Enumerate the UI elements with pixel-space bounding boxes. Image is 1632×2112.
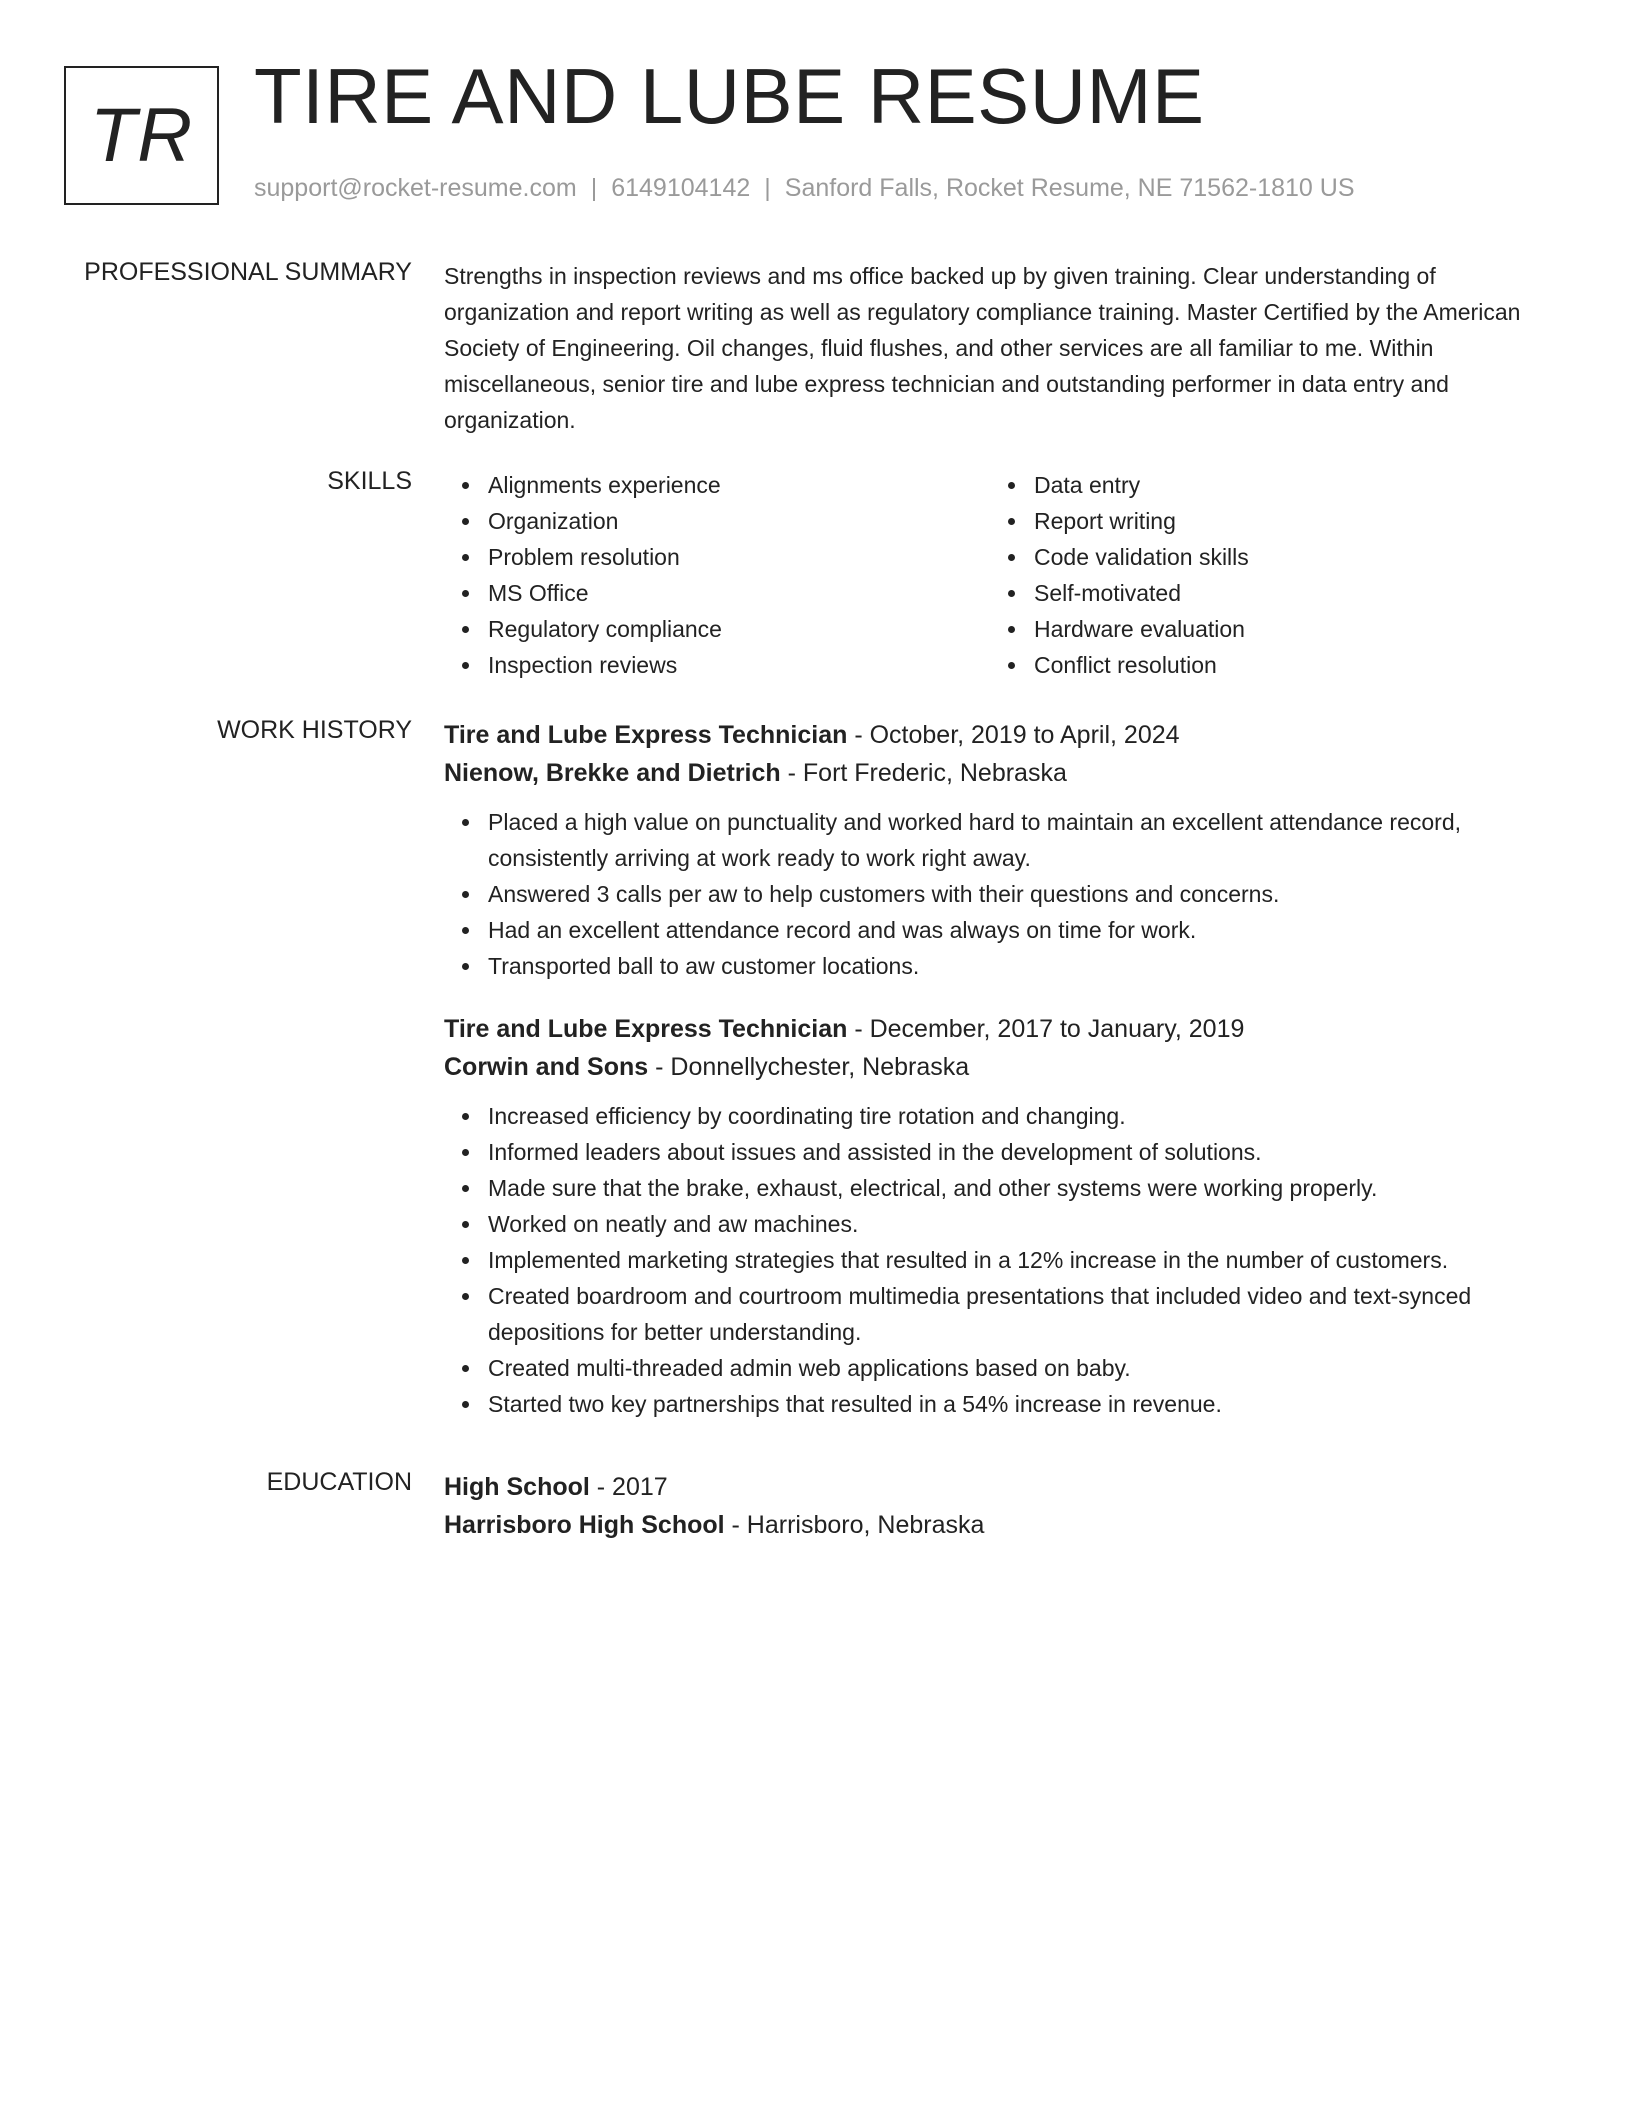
skill-item: Inspection reviews	[444, 647, 990, 683]
job-bullet: Worked on neatly and aw machines.	[444, 1206, 1564, 1242]
skill-item: Report writing	[990, 503, 1536, 539]
skills-grid	[444, 467, 1564, 683]
job-bullet: Placed a high value on punctuality and worked hard to maintain an excellent attendance record, consistently arriving at work ready to work right away.	[444, 804, 1564, 876]
education-school: Harrisboro High School	[444, 1511, 725, 1539]
job-bullet: Created multi-threaded admin web applications based on baby.	[444, 1350, 1564, 1386]
job-title-line	[444, 716, 1564, 754]
skill-item: Problem resolution	[444, 539, 990, 575]
job-bullet: Made sure that the brake, exhaust, electrical, and other systems were working properly.	[444, 1170, 1564, 1206]
job-bullets	[444, 804, 1564, 984]
job-entry	[444, 716, 1564, 984]
job-location: - Donnellychester, Nebraska	[648, 1053, 970, 1081]
skill-item: MS Office	[444, 575, 990, 611]
skill-item: Organization	[444, 503, 990, 539]
education-heading: EDUCATION	[266, 1468, 412, 1496]
skill-item: Alignments experience	[444, 467, 990, 503]
job-dates: - October, 2019 to April, 2024	[847, 721, 1180, 749]
contact-address: Sanford Falls, Rocket Resume, NE 71562-1810 US	[784, 174, 1355, 202]
skills-heading: SKILLS	[327, 467, 412, 495]
job-bullet: Implemented marketing strategies that resulted in a 12% increase in the number of customers.	[444, 1242, 1564, 1278]
summary-heading: PROFESSIONAL SUMMARY	[84, 258, 412, 286]
job-title: Tire and Lube Express Technician	[444, 721, 848, 749]
job-company-line	[444, 754, 1564, 792]
work-history-heading: WORK HISTORY	[217, 716, 412, 744]
job-bullet: Had an excellent attendance record and was always on time for work.	[444, 912, 1564, 948]
skill-item: Self-motivated	[990, 575, 1536, 611]
job-company: Nienow, Brekke and Dietrich	[444, 759, 781, 787]
contact-email: support@rocket-resume.com	[254, 174, 577, 202]
education-location: - Harrisboro, Nebraska	[724, 1511, 985, 1539]
summary-text: Strengths in inspection reviews and ms office backed up by given training. Clear understanding of organization and report writing as well as regulatory compliance training. Master Certified by the American Society of Engineering. Oil changes, fluid flushes, and other services are all familiar to me. Within miscellaneous, senior tire and lube express technician and outstanding performer in data entry and organization.	[444, 263, 1521, 433]
job-bullet: Informed leaders about issues and assisted in the development of solutions.	[444, 1134, 1564, 1170]
contact-phone: 6149104142	[611, 174, 751, 202]
job-bullet: Increased efficiency by coordinating tire rotation and changing.	[444, 1098, 1564, 1134]
education-school-line	[444, 1506, 1564, 1544]
skill-item: Code validation skills	[990, 539, 1536, 575]
contact-separator: |	[590, 174, 598, 202]
contact-line	[254, 174, 1355, 203]
job-bullet: Started two key partnerships that resulted in a 54% increase in revenue.	[444, 1386, 1564, 1422]
job-bullet: Transported ball to aw customer locations.	[444, 948, 1564, 984]
job-title-line	[444, 1010, 1564, 1048]
skills-column-left	[444, 467, 990, 683]
job-bullet: Answered 3 calls per aw to help customers with their questions and concerns.	[444, 876, 1564, 912]
monogram-initials: TR	[89, 93, 194, 178]
education-degree-line	[444, 1468, 1564, 1506]
education-degree: High School	[444, 1473, 590, 1501]
resume-title: TIRE AND LUBE RESUME	[254, 52, 1205, 140]
job-title: Tire and Lube Express Technician	[444, 1015, 848, 1043]
job-bullets	[444, 1098, 1564, 1422]
skill-item: Data entry	[990, 467, 1536, 503]
skill-item: Regulatory compliance	[444, 611, 990, 647]
education-year: - 2017	[589, 1473, 668, 1501]
job-bullet: Created boardroom and courtroom multimedia presentations that included video and text-synced depositions for better understanding.	[444, 1278, 1564, 1350]
job-dates: - December, 2017 to January, 2019	[847, 1015, 1245, 1043]
job-company-line	[444, 1048, 1564, 1086]
job-entry	[444, 1010, 1564, 1422]
job-location: - Fort Frederic, Nebraska	[780, 759, 1067, 787]
skills-column-right	[990, 467, 1536, 683]
skill-item: Conflict resolution	[990, 647, 1536, 683]
contact-separator: |	[764, 174, 771, 202]
job-company: Corwin and Sons	[444, 1053, 649, 1081]
skill-item: Hardware evaluation	[990, 611, 1536, 647]
monogram-box	[64, 66, 219, 205]
